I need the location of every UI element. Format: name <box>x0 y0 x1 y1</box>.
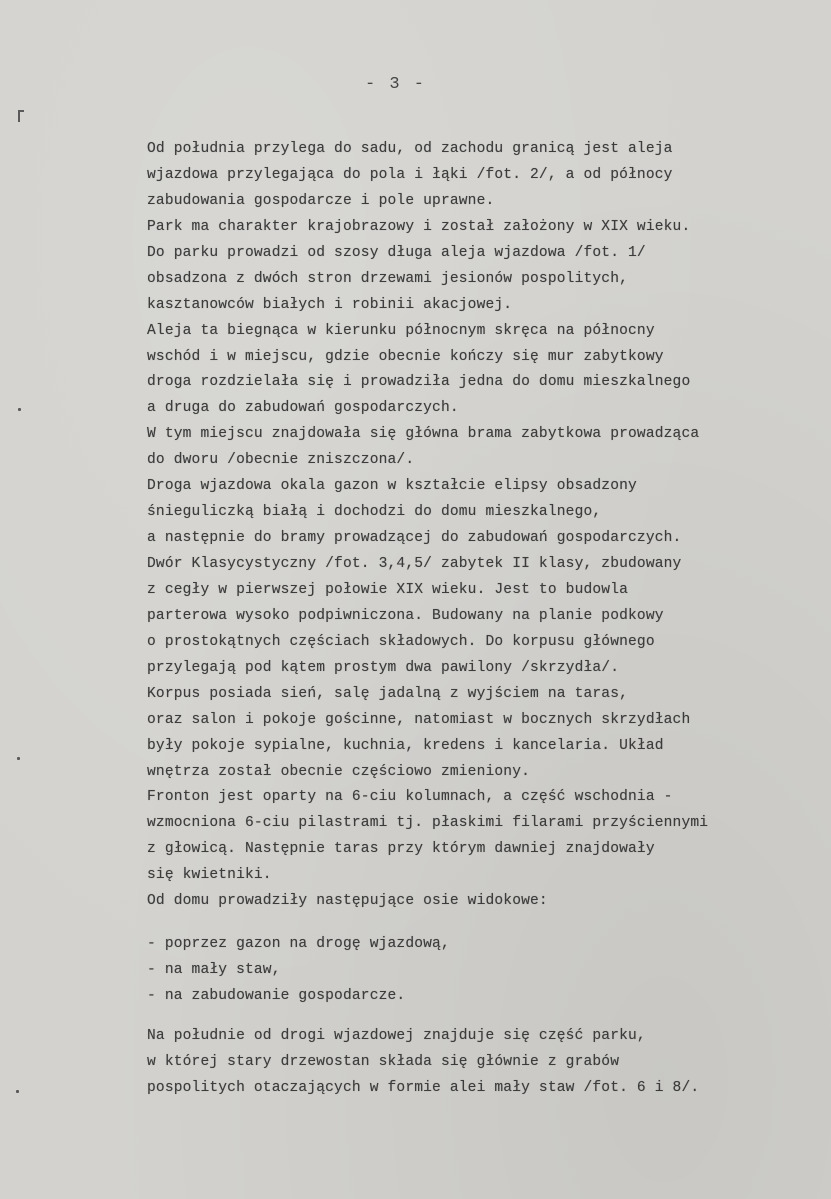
list-item: - na mały staw, <box>147 962 281 979</box>
text-line: droga rozdzielała się i prowadziła jedna do domu mieszkalnego <box>147 374 691 391</box>
binder-mark <box>18 110 20 122</box>
text-line: z cegły w pierwszej połowie XIX wieku. Jest to budowla <box>147 581 629 598</box>
text-line: Dwór Klasycystyczny /fot. 3,4,5/ zabytek II klasy, zbudowany <box>147 556 682 572</box>
text-line: W tym miejscu znajdowała się główna brama zabytkowa prowadząca <box>147 426 700 443</box>
paragraph-spacer <box>147 1010 817 1024</box>
text-line: Droga wjazdowa okala gazon w kształcie elipsy obsadzony <box>147 478 637 495</box>
text-line: Od domu prowadziły następujące osie widokowe: <box>147 893 548 910</box>
text-line: Korpus posiada sień, salę jadalną z wyjściem na taras, <box>147 685 629 702</box>
page-number: - 3 - <box>365 75 427 94</box>
text-line: kasztanowców białych i robinii akacjowej. <box>147 296 513 313</box>
text-line: wschód i w miejscu, gdzie obecnie kończy się mur zabytkowy <box>147 348 664 365</box>
text-line: się kwietniki. <box>147 867 272 884</box>
paragraph-main <box>147 137 817 915</box>
text-line: a druga do zabudowań gospodarczych. <box>147 400 459 417</box>
list-item: - poprzez gazon na drogę wjazdową, <box>147 936 450 953</box>
margin-mark <box>16 1090 19 1093</box>
document-body <box>147 137 817 1102</box>
text-line: Aleja ta biegnąca w kierunku północnym skręca na północny <box>147 322 655 339</box>
margin-mark <box>18 408 21 411</box>
text-line: Park ma charakter krajobrazowy i został założony w XIX wieku. <box>147 218 691 235</box>
text-line: oraz salon i pokoje gościnne, natomiast w bocznych skrzydłach <box>147 711 691 728</box>
text-line: Fronton jest oparty na 6-ciu kolumnach, a część wschodnia - <box>147 789 673 806</box>
list-view-axes <box>147 932 817 1010</box>
text-line: o prostokątnych częściach składowych. Do korpusu głównego <box>147 633 655 650</box>
text-line: w której stary drzewostan składa się głównie z grabów <box>147 1053 620 1070</box>
margin-mark <box>17 757 20 760</box>
text-line: pospolitych otaczających w formie alei mały staw /fot. 6 i 8/. <box>147 1079 700 1096</box>
text-line: wjazdowa przylegająca do pola i łąki /fot. 2/, a od północy <box>147 166 673 183</box>
text-line: śnieguliczką białą i dochodzi do domu mieszkalnego, <box>147 504 602 521</box>
text-line: zabudowania gospodarcze i pole uprawne. <box>147 192 495 209</box>
text-line: Do parku prowadzi od szosy długa aleja wjazdowa /fot. 1/ <box>147 244 646 261</box>
text-line: były pokoje sypialne, kuchnia, kredens i kancelaria. Układ <box>147 737 664 754</box>
text-line: wnętrza został obecnie częściowo zmieniony. <box>147 763 531 780</box>
text-line: parterowa wysoko podpiwniczona. Budowany na planie podkowy <box>147 607 664 624</box>
list-item: - na zabudowanie gospodarcze. <box>147 988 406 1004</box>
text-line: do dworu /obecnie zniszczona/. <box>147 452 415 469</box>
text-line: obsadzona z dwóch stron drzewami jesionów pospolitych, <box>147 270 629 287</box>
text-line: a następnie do bramy prowadzącej do zabudowań gospodarczych. <box>147 530 682 547</box>
text-line: z głowicą. Następnie taras przy którym dawniej znajdowały <box>147 841 655 858</box>
paragraph-spacer <box>147 915 817 932</box>
text-line: Od południa przylega do sadu, od zachodu granicą jest aleja <box>147 141 673 157</box>
text-line: przylegają pod kątem prostym dwa pawilony /skrzydła/. <box>147 659 620 676</box>
text-line: Na południe od drogi wjazdowej znajduje się część parku, <box>147 1027 646 1044</box>
paragraph-closing <box>147 1024 817 1102</box>
text-line: wzmocniona 6-ciu pilastrami tj. płaskimi filarami przyściennymi <box>147 815 709 832</box>
